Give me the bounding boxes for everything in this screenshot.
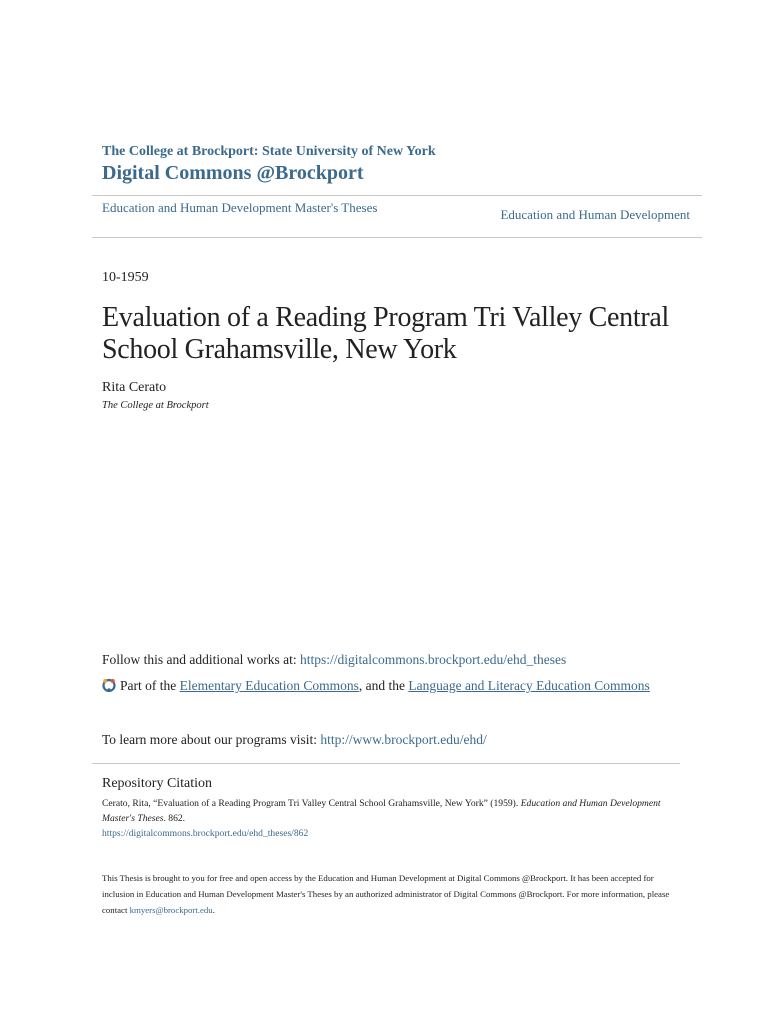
repository-name[interactable]: Digital Commons @Brockport <box>102 162 364 184</box>
follow-link[interactable]: https://digitalcommons.brockport.edu/ehd_theses <box>300 652 567 667</box>
citation-heading: Repository Citation <box>102 776 213 791</box>
language-literacy-commons-link[interactable]: Language and Literacy Education Commons <box>408 678 650 693</box>
programs-link[interactable]: http://www.brockport.edu/ehd/ <box>320 732 487 747</box>
citation-url[interactable]: https://digitalcommons.brockport.edu/ehd_theses/862 <box>102 828 309 839</box>
notice-end: . <box>212 905 215 915</box>
part-of-line <box>102 676 662 695</box>
learn-more-line <box>102 732 487 748</box>
series-left-link[interactable]: Education and Human Development Master's Theses <box>102 200 378 215</box>
citation-plain: Cerato, Rita, “Evaluation of a Reading Program Tri Valley Central School Grahamsville, New York” (1959). <box>102 798 521 809</box>
and-the-text: , and the <box>358 678 409 693</box>
author-affiliation: The College at Brockport <box>102 400 209 411</box>
citation-series: Education and Human Development Master's Theses <box>102 798 661 824</box>
follow-text: Follow this and additional works at: <box>102 652 300 667</box>
contact-email-link[interactable]: kmyers@brockport.edu <box>129 905 213 915</box>
top-rule <box>92 195 702 196</box>
series-right-link[interactable]: Education and Human Development <box>500 207 690 222</box>
notice-text: This Thesis is brought to you for free and open access by the Education and Human Development at Digital Commons @Brockport. It has been accepted for inclusion in Education and Human Development Master's Theses by an authorized administrator of Digital Commons @Brockport. For more information, please contact <box>102 873 670 915</box>
citation-number: . 862. <box>163 813 186 824</box>
document-title: Evaluation of a Reading Program Tri Valley Central School Grahamsville, New York <box>102 302 669 365</box>
part-of-text: Part of the <box>120 678 180 693</box>
citation-rule <box>92 763 680 764</box>
institution-name[interactable]: The College at Brockport: State University of New York <box>102 144 436 159</box>
learn-text: To learn more about our programs visit: <box>102 732 321 747</box>
access-notice <box>102 870 672 918</box>
elementary-education-commons-link[interactable]: Elementary Education Commons <box>179 678 359 693</box>
follow-line <box>102 652 702 668</box>
bottom-rule <box>92 237 702 238</box>
author-name: Rita Cerato <box>102 380 167 395</box>
document-date: 10-1959 <box>102 270 149 285</box>
network-icon <box>102 678 116 692</box>
citation-text <box>102 796 662 841</box>
